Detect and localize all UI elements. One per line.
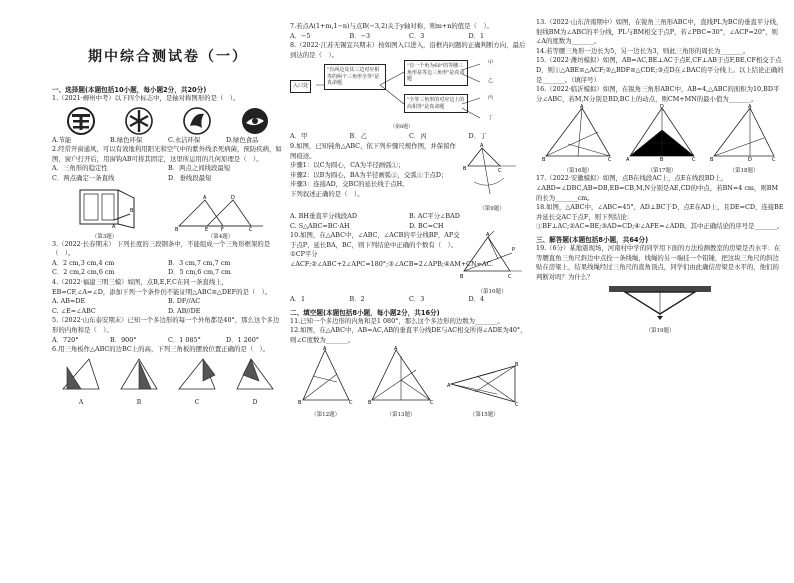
clean-environment-logo-icon [182, 106, 212, 136]
q4-options [52, 297, 284, 316]
q17-fig-caption: （第17题） [647, 168, 677, 175]
q3-option-c: C．2 cm,2 cm,6 cm [52, 268, 115, 277]
column-left [52, 0, 284, 561]
q3-option-b: B．3 cm,7 cm,7 cm [168, 258, 231, 267]
q8-box-1: "有两边及其三边对应相等的两个三角形全等"是真命题 [324, 64, 386, 89]
question-3: 3.（2022·长春期末） 下列长度的三段钢条中，不能组成一个三角形框架的是（ ）。 [52, 239, 271, 258]
svg-text:E: E [204, 226, 208, 232]
q6-option-d-figure [233, 355, 277, 395]
q10-fig-caption: （第10题） [477, 289, 507, 296]
q6-option-c-figure [175, 355, 219, 395]
q1-option-c: C.永洁环保 [168, 135, 201, 144]
q8-result-1: 甲 [488, 60, 494, 67]
q16-18-figures [536, 104, 784, 174]
svg-text:B: B [710, 157, 714, 163]
svg-text:C: C [692, 157, 696, 163]
svg-text:D: D [660, 104, 664, 111]
q7-option-b: B．−3 [349, 31, 371, 40]
q16-fig-caption: （第16题） [563, 168, 593, 175]
q10-options [290, 295, 528, 305]
q1-option-d: D.绿色食品 [226, 135, 259, 144]
q2-option-b: B．两点之间线段最短 [168, 164, 231, 173]
question-19: 19.（6分）某地震现场，河南村中学的同学用下面的方法检测教室的房梁是否水平：在等腰直角三角尺斜边中点拴一条线绳，线绳的另一端挂一个铅锤，把这块三角尺的斜边贴在房梁上，结果线绳经过三角尺的直角顶点，同学们由此确信房梁是水平的，他们的判断对吗？为什么？ [536, 243, 781, 281]
question-12: 12.如图，在△ABC中，AB=AC,AB的垂直平分线DE与AC相交所得∠ADE为40°，则∠C度数为_______。 [290, 326, 527, 344]
svg-text:A: A [626, 157, 630, 163]
q10-option-c: C．3 [409, 295, 425, 304]
svg-text:B: B [515, 361, 519, 368]
q9-option-a: A. BH垂直平分线段AD [290, 211, 358, 220]
q1-option-b: B.绿色环保 [110, 135, 143, 144]
svg-text:A: A [486, 232, 490, 239]
q2-options [52, 164, 284, 183]
q1-option-a: A.节能 [52, 135, 72, 144]
q5-option-c: C．1 085° [168, 335, 201, 344]
svg-text:A: A [580, 104, 584, 111]
question-6: 6.用三角板作△ABC的边BC上的高，下列三角板的摆放位置正确的是（ ）。 [52, 345, 270, 354]
question-4: 4.（2022·福建三明三模）如图，点B,E,F,C在同一条直线上，EB=CF,∠A=∠D，添加下列一个条件仍不能证明△ABC≌△DEF的是（ ）。 [52, 277, 272, 296]
section-answer-heading: 三、解答题(本题包括8小题，共64分) [536, 235, 649, 244]
q6-label-b: B [136, 398, 142, 406]
q4-option-d: D. AB//DE [168, 306, 201, 315]
q10-items: ①CP平分∠ACF;②∠ABC+2∠APC=180°;③∠ACB=2∠APB;④AM+CN=AC. [290, 250, 494, 268]
q10-option-b: B．2 [349, 295, 365, 304]
q19-beam-figure [605, 284, 715, 322]
q9-option-c: C. S△ABC=BC·AH [290, 221, 350, 230]
q8-result-4: 丁 [488, 115, 494, 122]
question-11: 11.已知一个多边形的内角和是1 080°，那么这个多边形的边数为_______。 [290, 316, 504, 325]
energy-saving-logo-icon [66, 106, 96, 136]
section-fill-heading: 二、填空题(本题包括8小题，每小题2分，共16分) [290, 308, 440, 317]
fig-3-caption: （第3题） [91, 233, 118, 240]
question-7: 7.若点A(1+m,1−n)与点B(−3,2)关于y轴对称，则m+n的值是（ ）。 [290, 22, 493, 30]
q8-box-2: "有一个角为60°的等腰三角形是等边三角形"是真命题 [404, 60, 468, 85]
svg-text:B: B [542, 157, 546, 163]
svg-text:A: A [322, 345, 327, 352]
question-16: 16.（2022·临沂模拟）如图，在锐角三角形ABC中，AB=4,△ABC的面积为10,BD平分∠ABC，若M,N分别是BD,BC上的动点，则CM+MN的最小值为_______。 [536, 85, 780, 103]
svg-text:C: C [608, 157, 612, 163]
q4-option-a: A. AB=DE [52, 297, 86, 306]
q13-fig-caption: （第13题） [386, 411, 416, 418]
q5-options [52, 336, 284, 346]
q9-step-2: 步骤2：以B为圆心，BA为半径画弧②，交弧①于点D； [290, 170, 448, 179]
q12-fig-caption: （第12题） [311, 411, 341, 418]
q15-fig-caption: （第15题） [469, 411, 499, 418]
svg-text:C: C [348, 399, 353, 406]
q9-figure [460, 142, 524, 200]
svg-text:C: C [508, 274, 512, 281]
svg-text:A: A [202, 194, 206, 201]
svg-text:F: F [220, 226, 224, 232]
q1-options [52, 136, 284, 146]
q9-step-4: 下列叙述正确的是（ ）。 [290, 189, 364, 198]
q8-entry-box: 入口处 [290, 80, 311, 92]
svg-text:B: B [297, 399, 302, 406]
green-food-logo-icon [240, 106, 270, 136]
svg-text:D: D [748, 157, 752, 163]
svg-text:C: C [248, 226, 252, 232]
q16-figure [542, 104, 614, 162]
question-17: 17.（2022·安徽模拟）如图，点B在线段AC上，点E在线段BD上，∠ABD=∠DBC,AB=DB,EB=CB,M,N分别是AE,CD的中点，若BN=4 cm，则BM的长为_______cm。 [536, 174, 778, 202]
q18-fig-caption: （第18题） [729, 168, 759, 175]
svg-text:A: A [447, 382, 451, 389]
q19-fig-caption: （第19题） [645, 328, 675, 335]
svg-text:C: C [498, 167, 502, 174]
q8-option-d: D．丁 [468, 132, 487, 141]
question-18: 18.如图，△ABC中，∠ABC=45°，AD⊥BC于D，点E在AD上，且DE=CD，连接BE并延长交AC于点F，则下列结论：①BF⊥AC;②AC=BE;③AD=CD;④∠AFE=∠ADB。其中正确结论的序号是_______。 [536, 203, 784, 231]
green-environment-logo-icon [124, 106, 154, 136]
q18-figure [710, 104, 778, 162]
q8-flowchart [290, 60, 528, 132]
svg-text:B: B [174, 226, 178, 232]
svg-text:B: B [367, 399, 372, 406]
q6-label-d: D [252, 398, 258, 406]
svg-text:A: A [748, 104, 752, 111]
column-middle [290, 22, 528, 583]
svg-text:P: P [512, 247, 516, 254]
fig-4-caption: （第4题） [207, 233, 234, 240]
question-15: 15.（2022·潍坊模拟）如图，AB=AC,BE⊥AC于点E,CF⊥AB于点F,BE,CF相交于点D，则①△ABE≌△ACF;②△BDF≌△CDE;③点D在∠BAC的平分线上。以上结论正确的是_______。（填序号） [536, 56, 784, 84]
svg-text:B: B [460, 274, 464, 281]
q4-triangles-figure [175, 194, 267, 232]
svg-text:A: A [393, 345, 398, 352]
q13-figure [368, 346, 434, 406]
svg-text:B: B [660, 157, 664, 163]
q4-option-b: B. DF//AC [168, 297, 201, 306]
section-choice-heading: 一、选择题(本题包括10小题，每小题2分，共20分) [52, 86, 207, 94]
q8-option-a: A．甲 [290, 132, 308, 141]
svg-text:A: A [480, 142, 484, 149]
q10-option-d: D．4 [468, 295, 485, 304]
q12-figure [297, 346, 355, 406]
q8-box-3: "全等三角形的对应边上的高相等"是真命题 [404, 94, 468, 113]
page-title: 期中综合测试卷（一） [88, 49, 248, 65]
q9-option-b: B. AC平分∠BAD [409, 211, 460, 220]
q2-option-a: A．三角形的稳定性 [52, 164, 108, 173]
svg-text:A: A [111, 223, 115, 230]
q6-label-a: A [78, 398, 84, 406]
q8-options [290, 132, 528, 142]
svg-text:C: C [772, 157, 776, 163]
q2-option-c: C．两点确定一条直线 [52, 173, 115, 182]
question-1: 1.（2021·柳州中考）以下四个标志中，是轴对称图形的是（ ）。 [52, 94, 240, 102]
svg-text:B: B [463, 165, 467, 172]
q5-option-b: B．900° [110, 335, 137, 344]
q6-label-c: C [194, 398, 200, 406]
q6-option-a-figure [59, 355, 103, 395]
q8-option-c: C．丙 [409, 132, 427, 141]
column-right [536, 18, 784, 579]
svg-text:D: D [230, 194, 235, 201]
question-14: 14.若等腰三角形一边长为5，另一边长为3，则此三角形的周长为_______。 [536, 46, 750, 55]
q4-option-c: C. ∠E=∠ABC [52, 306, 96, 315]
question-2: 2.经常开窗通风，可以有效地利用阳光和空气中的紫外线杀死病菌，预防疾病，如图，窗户打开后，用窗钩AB可将其固定，这里所运用的几何原理是（ ）。 [52, 145, 282, 163]
q1-logos [52, 106, 284, 136]
q3-options [52, 259, 284, 278]
q17-figure [626, 104, 698, 162]
q10-option-a: A．1 [290, 295, 306, 304]
q7-option-c: C．3 [409, 31, 425, 40]
svg-text:C: C [515, 401, 519, 406]
q3-window-figure [70, 184, 140, 232]
q9-fig-caption: （第9题） [479, 205, 505, 212]
q10-figure [460, 231, 524, 283]
q15-figure [447, 362, 521, 406]
svg-text:C: C [429, 399, 434, 406]
q9-step-1: 步骤1：以C为圆心，CA为半径画弧①； [290, 161, 405, 170]
q3-option-d: D．5 cm,6 cm,7 cm [168, 268, 231, 277]
q8-fig-caption: （第8题） [390, 124, 414, 131]
q2-option-d: D．垂线段最短 [168, 173, 212, 182]
q3-option-a: A．2 cm,3 cm,4 cm [52, 258, 115, 267]
q12-15-figures [290, 346, 528, 418]
q7-option-d: D．1 [468, 31, 485, 40]
question-10: 10.如图，在△ABC中，∠ABC，∠ACB的平分线BP，AP交于点P，延长BA，BC，则下列结论中正确的个数有（ ）。 [290, 231, 460, 249]
q8-result-3: 丙 [488, 95, 494, 102]
q9-step-3: 步骤3：连接AD，交BC的延长线于点H。 [290, 180, 409, 189]
question-5: 5.（2022·山东泰安期末）已知一个多边形的每一个外角都是40°，那么这个多边形的内角和是（ ）。 [52, 316, 280, 334]
q9-options [290, 212, 528, 231]
svg-text:B: B [129, 207, 133, 214]
q9-option-d: D. BC=CH [409, 221, 444, 230]
q6-figures [52, 355, 284, 406]
q7-options [290, 32, 528, 42]
question-9: 9.如图，已知钝角△ABC，依下列步骤尺规作图，并保留作图痕迹。 [290, 141, 456, 160]
q5-option-a: A．720° [52, 335, 79, 344]
question-8: 8.（2022·江苏无锡宜兴期末）按如图入口进入，沿框内问题的正确判断方向，最后到达的是（ ）。 [290, 41, 526, 59]
q6-option-b-figure [117, 355, 161, 395]
q7-option-a: A．−5 [290, 31, 311, 40]
question-13: 13.（2022·山东济南期中）如图，在锐角三角形ABC中，直线PL为BC的垂直平分线，射线BM为∠ABC的平分线，PL与BM相交于点P，若∠PBC=30°，∠ACP=20°，则∠A的度数为_______。 [536, 18, 783, 46]
q8-option-b: B．乙 [349, 132, 367, 141]
q5-option-d: D．1 260° [226, 335, 260, 344]
q8-result-2: 乙 [488, 78, 494, 85]
